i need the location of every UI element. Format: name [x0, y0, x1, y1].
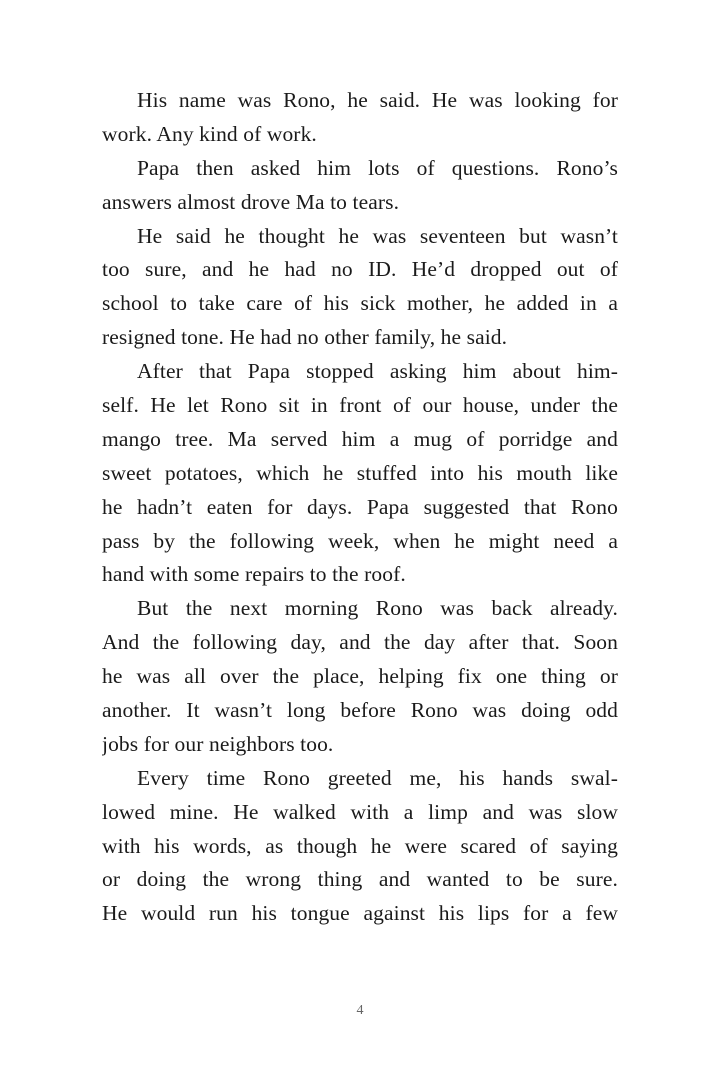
paragraph [102, 84, 618, 152]
text-line: jobs for our neighbors too. [102, 731, 334, 756]
text-line: too sure, and he had no ID. He’d dropped out of [102, 257, 618, 282]
paragraph [102, 220, 618, 356]
text-line: He said he thought he was seventeen but wasn’t [137, 223, 618, 248]
text-line: hand with some repairs to the roof. [102, 562, 406, 587]
text-line: or doing the wrong thing and wanted to be sure. [102, 867, 618, 892]
text-line: lowed mine. He walked with a limp and was slow [102, 799, 618, 824]
text-line: And the following day, and the day after that. Soon [102, 630, 618, 655]
text-line: school to take care of his sick mother, he added in a [102, 291, 618, 316]
text-line: He would run his tongue against his lips for a few [102, 901, 618, 926]
text-line: resigned tone. He had no other family, he said. [102, 325, 508, 350]
text-line: he hadn’t eaten for days. Papa suggested that Rono [102, 494, 618, 519]
body-text [102, 84, 618, 931]
paragraph [102, 355, 618, 592]
text-line: with his words, as though he were scared of saying [102, 833, 618, 858]
text-line: pass by the following week, when he might need a [102, 528, 618, 553]
text-line: mango tree. Ma served him a mug of porridge and [102, 426, 618, 451]
paragraph [102, 152, 618, 220]
text-line: Every time Rono greeted me, his hands swal- [137, 765, 618, 790]
page-number: 4 [356, 1003, 364, 1018]
text-line: sweet potatoes, which he stuffed into his mouth like [102, 460, 618, 485]
text-line: answers almost drove Ma to tears. [102, 189, 400, 214]
text-line: But the next morning Rono was back already. [137, 596, 618, 621]
text-line: After that Papa stopped asking him about him- [137, 359, 618, 384]
paragraph [102, 762, 618, 931]
text-line: he was all over the place, helping fix one thing or [102, 664, 618, 689]
text-line: self. He let Rono sit in front of our house, under the [102, 393, 618, 418]
paragraph [102, 592, 618, 761]
text-line: Papa then asked him lots of questions. Rono’s [137, 155, 618, 180]
text-line: another. It wasn’t long before Rono was doing odd [102, 698, 618, 723]
text-line: His name was Rono, he said. He was looking for [137, 88, 618, 112]
text-line: work. Any kind of work. [102, 121, 317, 146]
